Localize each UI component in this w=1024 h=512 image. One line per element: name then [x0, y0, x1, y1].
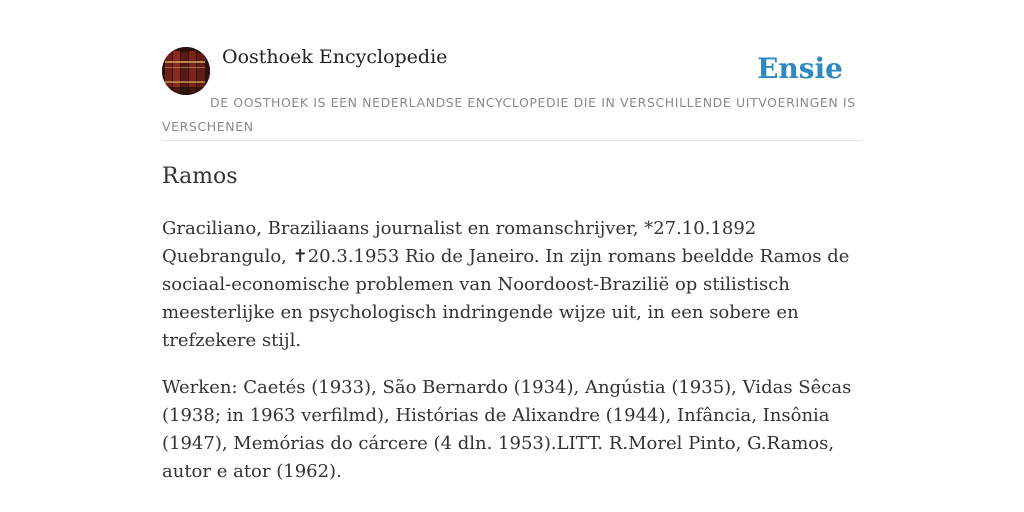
entry-body — [162, 215, 862, 505]
content-container — [162, 0, 862, 482]
entry-paragraph: Werken: Caetés (1933), São Bernardo (1934), Angústia (1935), Vidas Sêcas (1938; in 1963 verfilmd), Histórias de Alixandre (1944), Infância, Insônia (1947), Memórias do cárcere (4 dln. 1953).LITT. R.Morel Pinto, G.Ramos, autor e ator (1962). — [162, 377, 852, 482]
header — [162, 0, 862, 141]
site-title[interactable]: Oosthoek Encyclopedie — [222, 46, 448, 68]
entry-paragraph: Graciliano, Braziliaans journalist en romanschrijver, *27.10.1892 Quebrangulo, ✝20.3.1953 Rio de Janeiro. In zijn romans beeldde Ramos de sociaal-economische problemen van Noordoost-Brazilië op stilistisch meesterlijke en psychologisch indringende wijze uit, in een sobere en trefzekere stijl. — [162, 218, 850, 351]
encyclopedia-books-icon[interactable] — [162, 47, 210, 95]
site-tagline: DE OOSTHOEK IS EEN NEDERLANDSE ENCYCLOPEDIE DIE IN VERSCHILLENDE UITVOERINGEN IS VERSCHENEN — [162, 95, 856, 134]
brand-logo[interactable]: Ensie — [757, 52, 843, 85]
entry-title: Ramos — [162, 164, 238, 189]
